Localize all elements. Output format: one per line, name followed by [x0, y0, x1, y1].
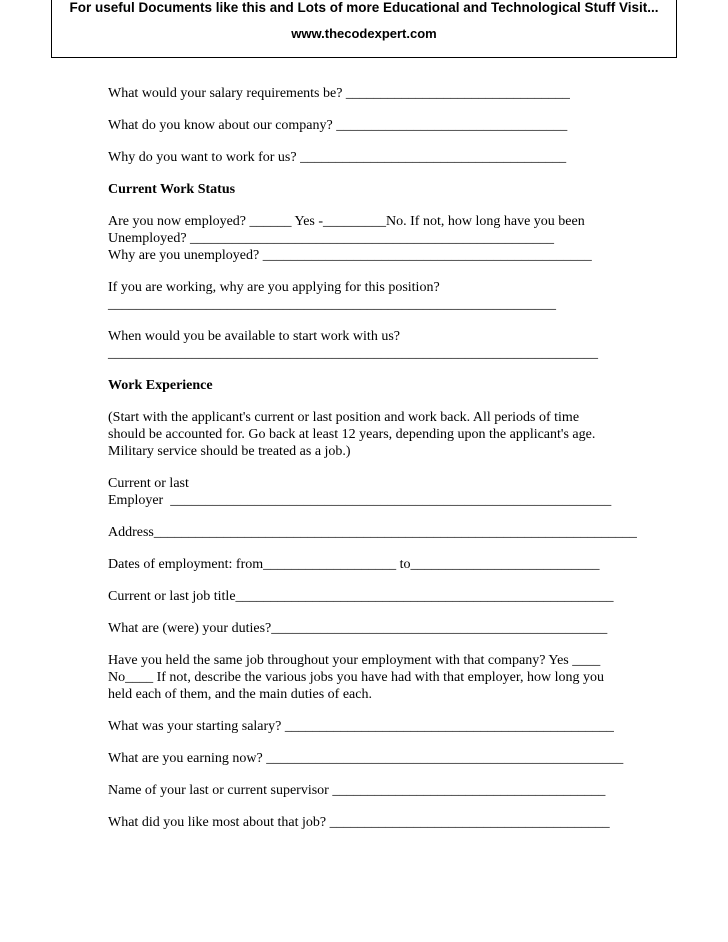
current-work-status-heading: Current Work Status — [108, 182, 236, 197]
job-title-question: Current or last job title______________________________________________________ — [108, 589, 614, 604]
availability-line-1: When would you be available to start work with us? — [108, 329, 400, 344]
employer-line-2: Employer _______________________________________________________________ — [108, 493, 612, 508]
supervisor-question: Name of your last or current supervisor _______________________________________ — [108, 783, 606, 798]
liked-most-question: What did you like most about that job? ________________________________________ — [108, 815, 610, 830]
work-experience-instructions — [108, 409, 668, 460]
work-experience-heading: Work Experience — [108, 378, 213, 393]
know-company-question: What do you know about our company? _________________________________ — [108, 118, 568, 133]
same-job-question — [108, 652, 668, 703]
same-job-line-3: held each of them, and the main duties of each. — [108, 687, 372, 702]
instructions-line-3: Military service should be treated as a job.) — [108, 444, 351, 459]
salary-requirements-question: What would your salary requirements be? ________________________________ — [108, 86, 570, 101]
employer-line-1: Current or last — [108, 476, 189, 491]
instructions-line-2: should be accounted for. Go back at least 12 years, depending upon the applicant's age. — [108, 427, 596, 442]
availability-question — [108, 328, 668, 362]
employment-status-line-1: Are you now employed? ______ Yes -_________No. If not, how long have you been — [108, 214, 585, 229]
instructions-line-1: (Start with the applicant's current or last position and work back. All periods of time — [108, 410, 580, 425]
earning-now-question: What are you earning now? ___________________________________________________ — [108, 751, 624, 766]
same-job-line-1: Have you held the same job throughout your employment with that company? Yes ____ — [108, 653, 601, 668]
banner-promo-text: For useful Documents like this and Lots of more Educational and Technological Stuff Visit... — [69, 0, 659, 15]
employment-status-question — [108, 213, 668, 264]
employer-question — [108, 475, 668, 509]
address-question: Address_____________________________________________________________________ — [108, 525, 637, 540]
duties-question: What are (were) your duties?________________________________________________ — [108, 621, 608, 636]
starting-salary-question: What was your starting salary? _______________________________________________ — [108, 719, 614, 734]
why-applying-line-1: If you are working, why are you applying for this position? — [108, 280, 440, 295]
employment-status-line-3: Why are you unemployed? _______________________________________________ — [108, 248, 592, 263]
application-form — [108, 85, 668, 846]
availability-line-2: ______________________________________________________________________ — [108, 346, 598, 361]
why-work-question: Why do you want to work for us? ______________________________________ — [108, 150, 567, 165]
employment-dates-question: Dates of employment: from___________________ to___________________________ — [108, 557, 600, 572]
same-job-line-2: No____ If not, describe the various jobs you have had with that employer, how long you — [108, 670, 604, 685]
why-applying-question — [108, 279, 668, 313]
why-applying-line-2: ________________________________________________________________ — [108, 297, 556, 312]
banner-url-link[interactable]: www.thecodexpert.com — [291, 26, 437, 41]
header-banner — [51, 0, 677, 58]
employment-status-line-2: Unemployed? ____________________________________________________ — [108, 231, 555, 246]
